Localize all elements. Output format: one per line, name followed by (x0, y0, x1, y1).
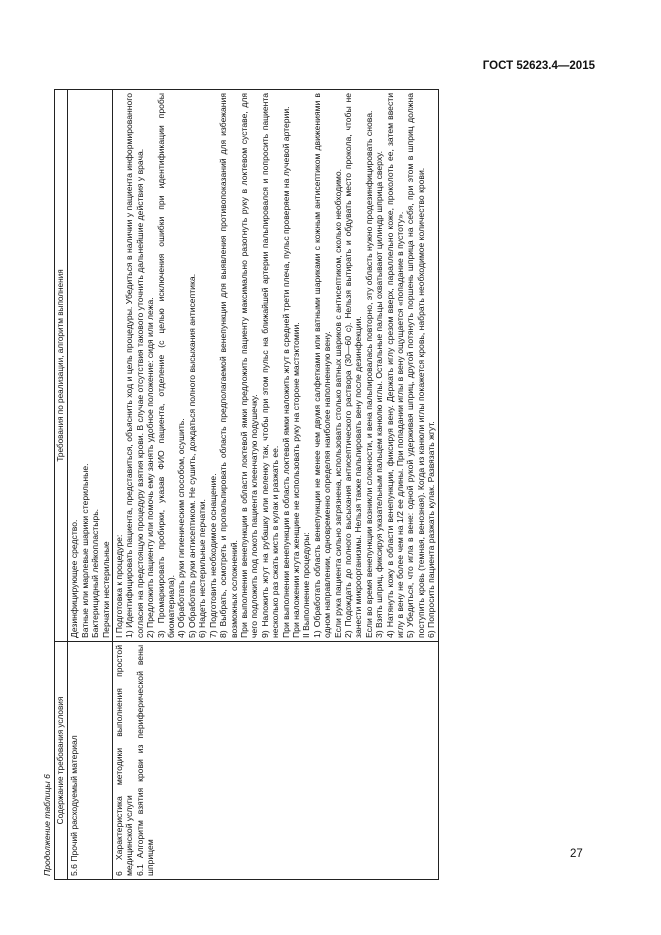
content-line: 5) Обработать руки антисептиком. Не сушить, дождаться полного высыхания антисептика. (186, 273, 197, 638)
content-line: 9) Наложить жгут на рубашку или пеленку так, чтобы при этом пульс на ближайшей артерии пальпировался и попросить пациента несколько раз сжать кисть в кулак и разжать ее. (259, 93, 281, 638)
table-caption: Продолжение таблицы 6 (42, 774, 52, 876)
table-header-row (55, 90, 68, 880)
content-line: Если во время венепункции возникли сложности, и вена пальпировалась повторно, эту область нужно продезинфицировать снова. (363, 110, 374, 638)
content-line: 4) Натянуть кожу в области венепункции, фиксируя вену. Держать иглу срезом вверх, параллельно коже, проколоть ее, затем ввести иглу в вену не более чем на 1/2 ее длины. При попадании иглы в вену ощущается «попадание в пустоту». (384, 93, 405, 638)
content-line: 5) Убедиться, что игла в вене: одной рукой удерживая шприц, другой потянуть поршень шприца на себя, при этом в шприц должна поступить кровь (темная, венозная). Когда из канюли иглы покажется кровь, набрать необходимое количество крови. (405, 93, 426, 638)
table-row-6 (113, 90, 439, 880)
content-line: 1) Обработать область венепункции не менее чем двумя салфетками или ватными шариками с кожным антисептиком движениями в одном направлении, одновременно определяя наиболее наполненную вену. (311, 93, 333, 638)
content-line: Дезинфицирующее средство. (69, 519, 80, 638)
content-line: При выполнении венепункции в область локтевой ямки наложить жгут в средней трети плеча, пульс проверяем на лучевой артерии. (280, 106, 291, 638)
page-number: 27 (570, 848, 583, 860)
content-line: 2) Предложить пациенту или помочь ему занять удобное положение: сидя или лежа. (145, 297, 156, 638)
content-line: Ватные или марлевые шарики стерильные. (79, 463, 90, 638)
content-line: Бактерицидный лейкопластырь. (90, 508, 101, 638)
content-line: 3) Взять шприц, фиксируя указательным пальцем канюлю иглы. Остальные пальцы охватывают цилиндр шприца сверху. (374, 151, 385, 638)
content-line: Перчатки нестерильные (100, 541, 111, 638)
column-header-requirements: Требования по реализации, алгоритм выполнения (55, 90, 68, 642)
row-label-text: 6 Характеристика методики выполнения простой медицинской услуги (114, 645, 135, 876)
row-6-content (113, 90, 439, 642)
content-line: I Подготовка к процедуре: (114, 534, 125, 638)
row-6-label (113, 642, 439, 880)
content-line: Если рука пациента сильно загрязнена, использовать столько ватных шариков с антисептиком, сколько необходимо. (332, 169, 343, 638)
rotated-table-area (40, 90, 600, 880)
content-line: 6) Попросить пациента разжать кулак. Развязать жгут. (426, 421, 437, 638)
column-header-condition: Содержание требования условия (55, 642, 68, 880)
content-line: 7) Подготовить необходимое оснащение. (207, 473, 218, 638)
row-label-text: 6.1 Алгоритм взятия крови из периферической вены шприцем (134, 645, 156, 876)
row-5-6-content (68, 90, 113, 642)
row-5-6-label (68, 642, 113, 880)
content-line: II Выполнение процедуры: (301, 532, 312, 638)
content-line: 8) Выбрать, осмотреть и пропальпировать область предполагаемой венепункции для выявления противопоказаний для избежания возможных осложнений. (218, 93, 239, 638)
row-label-text: 5.6 Прочий расходуемый материал (69, 735, 80, 876)
content-line: При выполнении венепункции в области локтевой ямки предложить пациенту максимально разогнуть руку в локтевом суставе, для чего подложить под локоть пациента клеенчатую подушечку. (238, 93, 260, 638)
content-line: 3) Промаркировать пробирки, указав ФИО пациента, отделение (с целью исключения ошибки при идентификации пробы биоматериала). (155, 93, 177, 638)
table-row-5-6 (68, 90, 113, 880)
content-line: 2) Подождать до полного высыхания антисептического раствора (30—60 с). Нельзя вытирать и обдувать место прокола, чтобы не занести микроорганизмы. Нельзя также пальпировать вену после дезинфекции. (342, 93, 364, 638)
requirements-table (54, 89, 439, 880)
content-line: 4) Обработать руки гигиеническим способом, осушить. (176, 418, 187, 638)
content-line: 1) Идентифицировать пациента, представиться, объяснить ход и цель процедуры. Убедиться в наличии у пациента информированного согласия на предстоящую процедуру взятия крови. В случае отсутствия такового уточнить дальнейшие действия у врача. (124, 93, 145, 638)
content-line: При наложении жгута женщине не использовать руку на стороне мастэктомии. (290, 322, 301, 638)
content-line: 6) Надеть нестерильные перчатки. (197, 499, 208, 638)
document-header: ГОСТ 52623.4—2015 (482, 60, 595, 72)
